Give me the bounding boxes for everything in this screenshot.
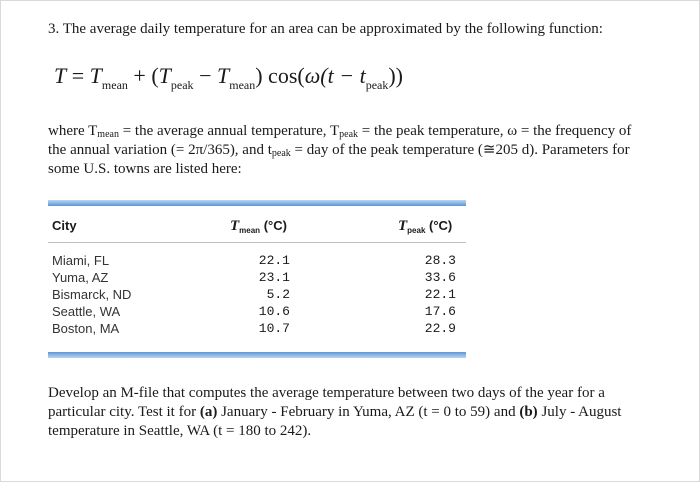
table-row-tmean: 5.2 [266,287,290,302]
header-rule [48,242,466,243]
table-row-city: Bismarck, ND [52,287,132,302]
header-city: City [52,218,77,233]
formula-close: )) [388,63,403,88]
formula-t3: T [216,63,230,88]
task-b: January - February in Yuma, AZ (t = 0 to 59) and [217,404,520,420]
task-c: July - August temperature in Seattle, WA (t = 180 to 242). [48,404,622,439]
formula-lhs: T [54,63,67,88]
table-row-tmean: 22.1 [258,253,290,268]
city-column [52,252,131,337]
city-parameters-table [48,200,466,358]
formula-paren: (t − [320,63,360,88]
task-paragraph [48,384,648,441]
table-row-city: Yuma, AZ [52,270,109,285]
formula-sub-peak-1: peak [170,78,194,92]
header-tmean-T: T [230,218,240,234]
definitions-paragraph [48,122,648,179]
table-row-tpeak: 28.3 [424,253,456,268]
header-tpeak [398,218,452,235]
table-row-tmean: 10.7 [258,321,290,336]
formula-t4: t [359,63,366,88]
task-label-b: (b) [519,404,538,420]
header-tpeak-T: T [398,218,408,234]
para-c: = the peak temperature, ω = the frequency of the annual variation (= 2π/365), and t [48,123,632,158]
question-intro: 3. The average daily temperature for an area can be approximated by the following function: [48,21,603,37]
formula-cos: ) cos( [255,63,305,88]
table-row-tmean: 23.1 [258,270,290,285]
formula-sub-peak-2: peak [365,78,389,92]
header-tmean [230,218,287,235]
table-row-city: Seattle, WA [52,304,121,319]
task-a: Develop an M-file that computes the average temperature between two days of the year for a particular city. Test it for [48,385,605,420]
table-row-tpeak: 22.9 [424,321,456,336]
table-row-city: Boston, MA [52,321,120,336]
tpeak-column [406,252,456,337]
para-b: = the average annual temperature, T [118,123,340,139]
table-row-tpeak: 22.1 [424,287,456,302]
formula-t1: T [89,63,102,88]
table-top-rule [48,200,466,206]
table-row-city: Miami, FL [52,253,110,268]
para-sub-peak-1: peak [339,129,359,140]
formula-plus: + ( [127,63,159,88]
para-d: = day of the peak temperature (≅205 d). Parameters for some U.S. towns are listed here: [48,142,630,177]
task-label-a: (a) [199,404,218,420]
header-tpeak-sub: peak [407,226,426,235]
table-bottom-rule [48,352,466,358]
para-sub-mean: mean [97,129,119,140]
formula-t2: T [158,63,171,88]
formula-minus: − [193,63,217,88]
para-a: where T [48,123,98,139]
formula-sub-mean-2: mean [229,78,256,92]
header-tpeak-unit: (°C) [425,218,453,233]
header-tmean-sub: mean [239,226,261,235]
table-row-tpeak: 17.6 [424,304,456,319]
formula-eq: = [66,63,90,88]
temperature-formula [54,62,403,90]
tmean-column [240,252,290,337]
para-sub-peak-2: peak [271,148,291,159]
table-row-tmean: 10.6 [258,304,290,319]
table-row-tpeak: 33.6 [424,270,456,285]
formula-omega: ω [304,63,321,88]
formula-sub-mean-1: mean [101,78,128,92]
header-tmean-unit: (°C) [260,218,287,233]
